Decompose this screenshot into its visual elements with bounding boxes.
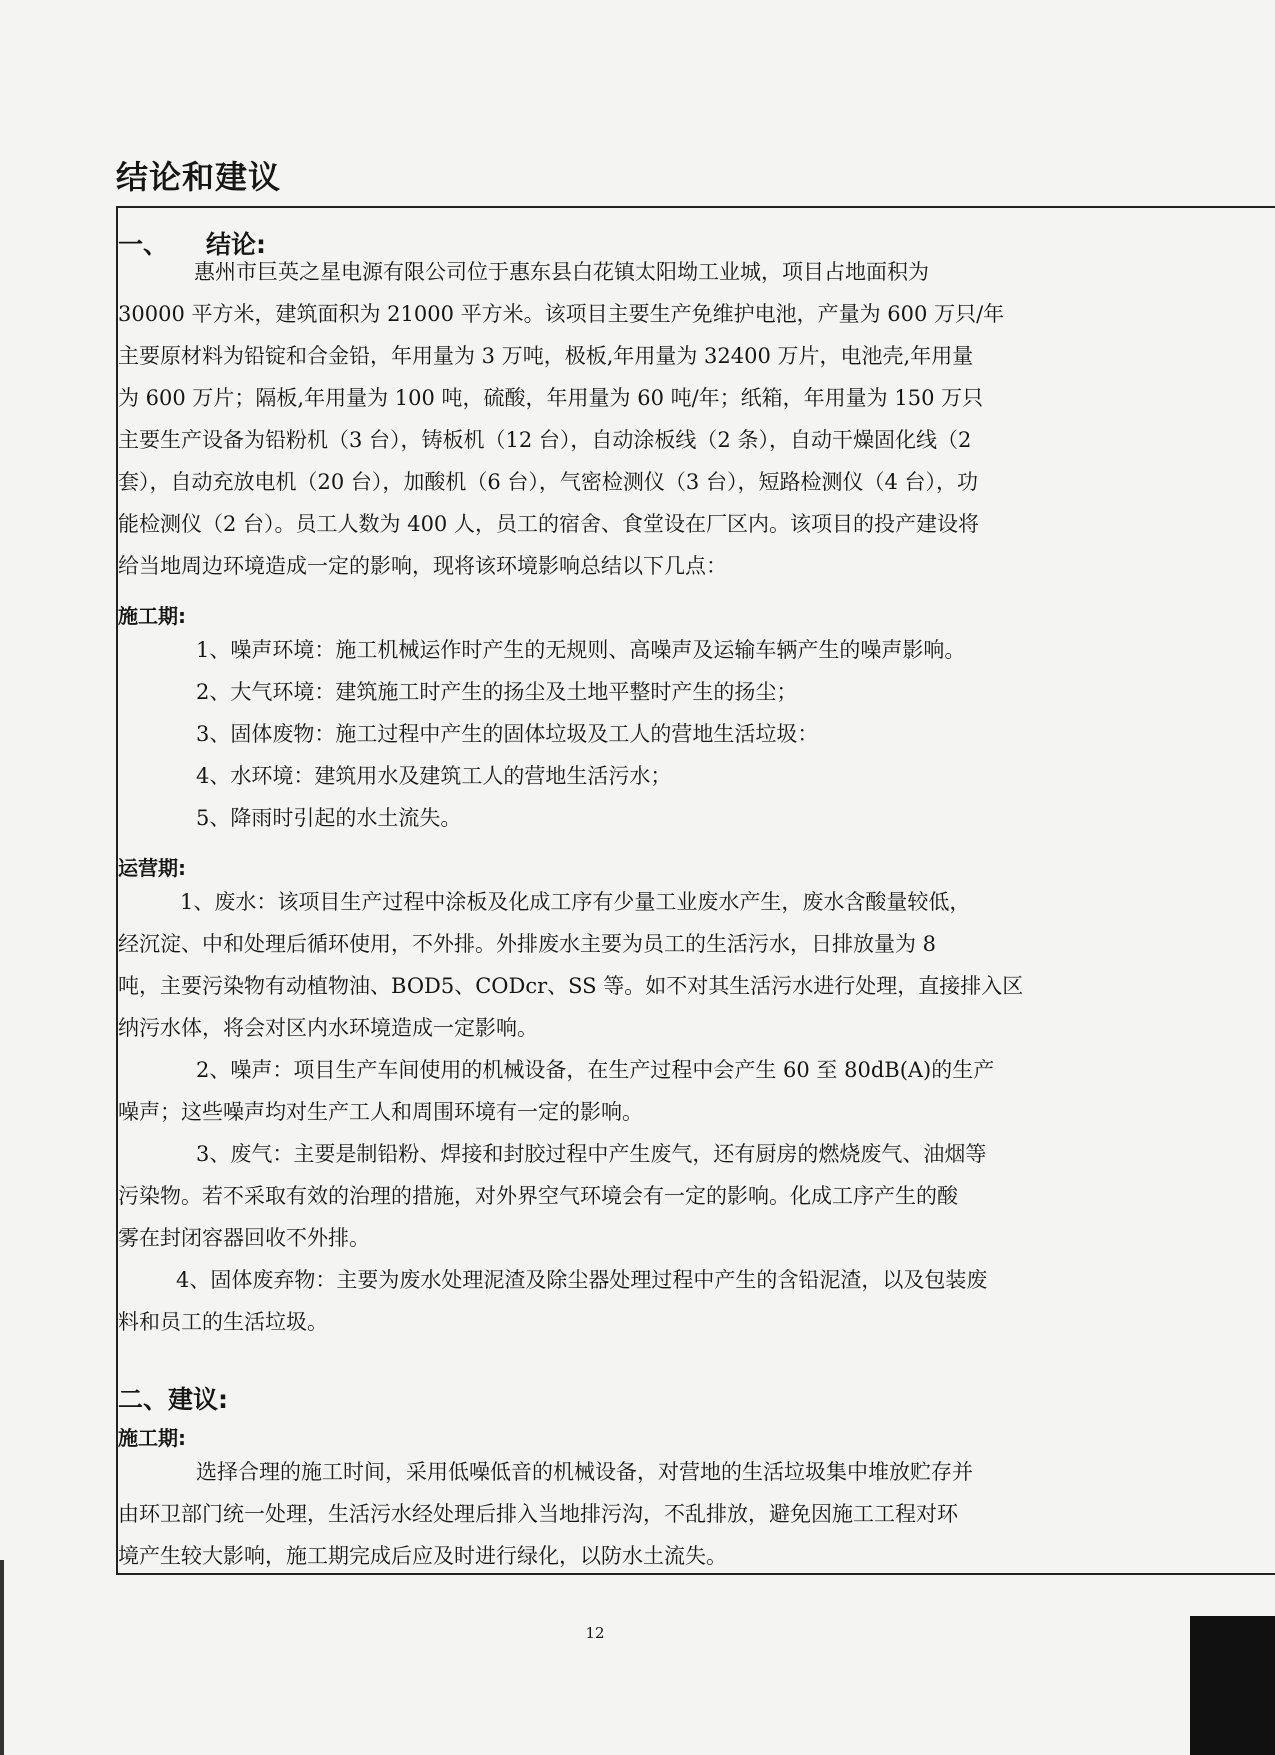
operation-line-10: 4、固体废弃物：主要为废水处理泥渣及除尘器处理过程中产生的含铅泥渣，以及包装废 (176, 1268, 988, 1292)
suggestion-line-1: 选择合理的施工时间，采用低噪低音的机械设备，对营地的生活垃圾集中堆放贮存并 (196, 1460, 973, 1484)
operation-line-6: 噪声；这些噪声均对生产工人和周围环境有一定的影响。 (118, 1100, 643, 1124)
operation-line-5: 2、噪声：项目生产车间使用的机械设备，在生产过程中会产生 60 至 80dB(A)的生产 (196, 1058, 995, 1082)
intro-line-2: 30000 平方米，建筑面积为 21000 平方米。该项目主要生产免维护电池，产量为 600 万只/年 (118, 302, 1005, 326)
intro-line-5: 主要生产设备为铅粉机（3 台），铸板机（12 台），自动涂板线（2 条），自动干燥固化线（2 (118, 428, 972, 452)
scan-shadow-corner (1190, 1616, 1275, 1755)
operation-line-1: 1、废水：该项目生产过程中涂板及化成工序有少量工业废水产生，废水含酸量较低， (180, 890, 971, 914)
intro-line-1: 惠州市巨英之星电源有限公司位于惠东县白花镇太阳坳工业城，项目占地面积为 (194, 260, 929, 284)
operation-line-4: 纳污水体，将会对区内水环境造成一定影响。 (118, 1016, 538, 1040)
scan-edge-mark (0, 1560, 4, 1755)
section2-construction-label: 施工期: (118, 1426, 186, 1450)
construction-item-3: 3、固体废物：施工过程中产生的固体垃圾及工人的营地生活垃圾： (196, 722, 819, 746)
operation-line-2: 经沉淀、中和处理后循环使用，不外排。外排废水主要为员工的生活污水，日排放量为 8 (118, 932, 937, 956)
section2-heading: 二、建议: (118, 1385, 228, 1414)
operation-line-3: 吨，主要污染物有动植物油、BOD5、CODcr、SS 等。如不对其生活污水进行处理，直接排入区 (118, 974, 1024, 998)
page-number: 12 (585, 1624, 605, 1642)
operation-line-7: 3、废气：主要是制铅粉、焊接和封胶过程中产生废气，还有厨房的燃烧废气、油烟等 (196, 1142, 987, 1166)
construction-item-5: 5、降雨时引起的水土流失。 (196, 806, 462, 830)
operation-period-label: 运营期: (118, 856, 186, 880)
content-frame (116, 206, 1275, 1575)
suggestion-line-2: 由环卫部门统一处理，生活污水经处理后排入当地排污沟，不乱排放，避免因施工工程对环 (118, 1502, 958, 1526)
construction-period-label: 施工期: (118, 604, 186, 628)
intro-line-4: 为 600 万片；隔板,年用量为 100 吨，硫酸，年用量为 60 吨/年；纸箱，年用量为 150 万只 (118, 386, 984, 410)
operation-line-9: 雾在封闭容器回收不外排。 (118, 1226, 370, 1250)
page-title: 结论和建议 (116, 158, 282, 196)
section1-heading: 结论: (206, 230, 266, 259)
operation-line-8: 污染物。若不采取有效的治理的措施，对外界空气环境会有一定的影响。化成工序产生的酸 (118, 1184, 958, 1208)
operation-line-11: 料和员工的生活垃圾。 (118, 1310, 328, 1334)
intro-line-7: 能检测仪（2 台）。员工人数为 400 人，员工的宿舍、食堂设在厂区内。该项目的投产建设将 (118, 512, 979, 536)
construction-item-1: 1、噪声环境：施工机械运作时产生的无规则、高噪声及运输车辆产生的噪声影响。 (196, 638, 966, 662)
suggestion-line-3: 境产生较大影响，施工期完成后应及时进行绿化，以防水土流失。 (118, 1544, 727, 1568)
intro-line-3: 主要原材料为铅锭和合金铅，年用量为 3 万吨，极板,年用量为 32400 万片，电池壳,年用量 (118, 344, 974, 368)
intro-line-6: 套），自动充放电机（20 台），加酸机（6 台），气密检测仪（3 台），短路检测仪（4 台），功 (118, 470, 979, 494)
section1-heading-number: 一、 (118, 230, 169, 259)
construction-item-4: 4、水环境：建筑用水及建筑工人的营地生活污水； (196, 764, 672, 788)
construction-item-2: 2、大气环境：建筑施工时产生的扬尘及土地平整时产生的扬尘； (196, 680, 798, 704)
intro-line-8: 给当地周边环境造成一定的影响，现将该环境影响总结以下几点： (118, 554, 727, 578)
